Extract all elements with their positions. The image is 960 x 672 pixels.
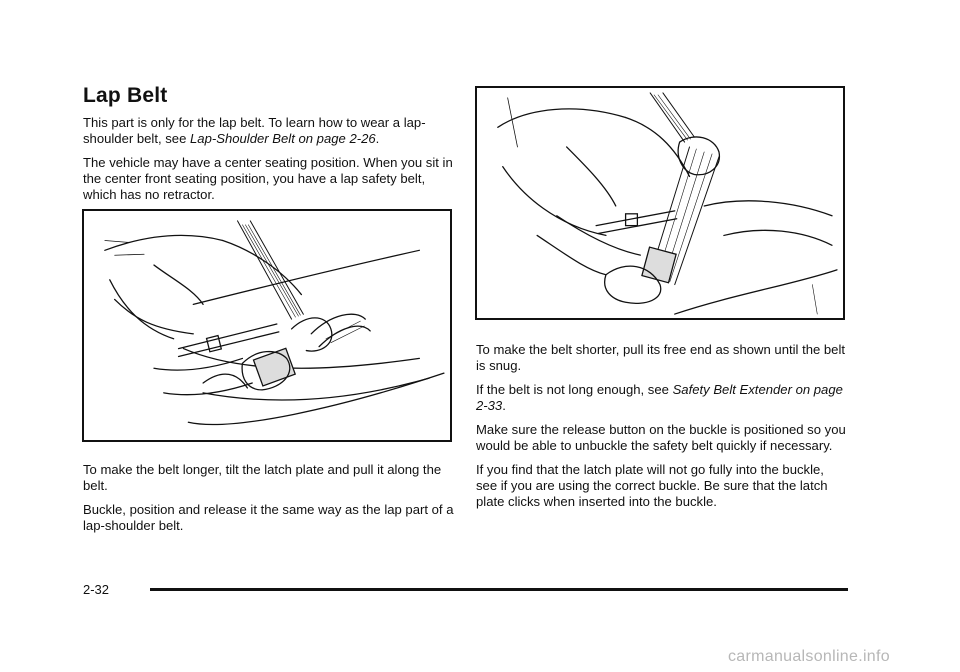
intro-paragraph	[83, 115, 455, 147]
extender-paragraph	[476, 382, 848, 414]
lengthen-paragraph: To make the belt longer, tilt the latch plate and pull it along the belt.	[83, 462, 442, 493]
extender-text: If the belt is not long enough, see	[476, 382, 673, 397]
shorten-paragraph: To make the belt shorter, pull its free end as shown until the belt is snug.	[476, 342, 846, 373]
buckle-paragraph: Buckle, position and release it the same way as the lap part of a lap-shoulder belt.	[83, 502, 454, 533]
extender-period: .	[502, 398, 506, 413]
belt-tightening-illustration	[475, 86, 845, 320]
page-number: 2-32	[83, 582, 110, 597]
left-column-top	[83, 115, 455, 211]
lap-shoulder-belt-link[interactable]: Lap-Shoulder Belt on page 2-26	[190, 131, 376, 146]
center-seating-paragraph: The vehicle may have a center seating position. When you sit in the center front seating position, you have a lap safety belt, which has no retractor.	[83, 155, 453, 202]
safety-belt-extender-link[interactable]: Safety Belt Extender on page 2-33	[476, 382, 843, 413]
intro-text: This part is only for the lap belt. To learn how to wear a lap-shoulder belt, see	[83, 115, 426, 146]
footer-rule	[150, 588, 848, 591]
release-button-paragraph: Make sure the release button on the buckle is positioned so you would be able to unbuckle the safety belt quickly if necessary.	[476, 422, 846, 453]
lap-belt-illustration	[82, 209, 452, 442]
intro-period: .	[375, 131, 380, 146]
latch-plate-paragraph: If you find that the latch plate will not go fully into the buckle, see if you are using the correct buckle. Be sure that the latch plate clicks when inserted into the buckle.	[476, 462, 828, 509]
section-title: Lap Belt	[83, 84, 168, 107]
watermark: carmanualsonline.info	[728, 648, 890, 665]
left-column-bottom	[83, 462, 455, 542]
right-column	[476, 342, 848, 518]
